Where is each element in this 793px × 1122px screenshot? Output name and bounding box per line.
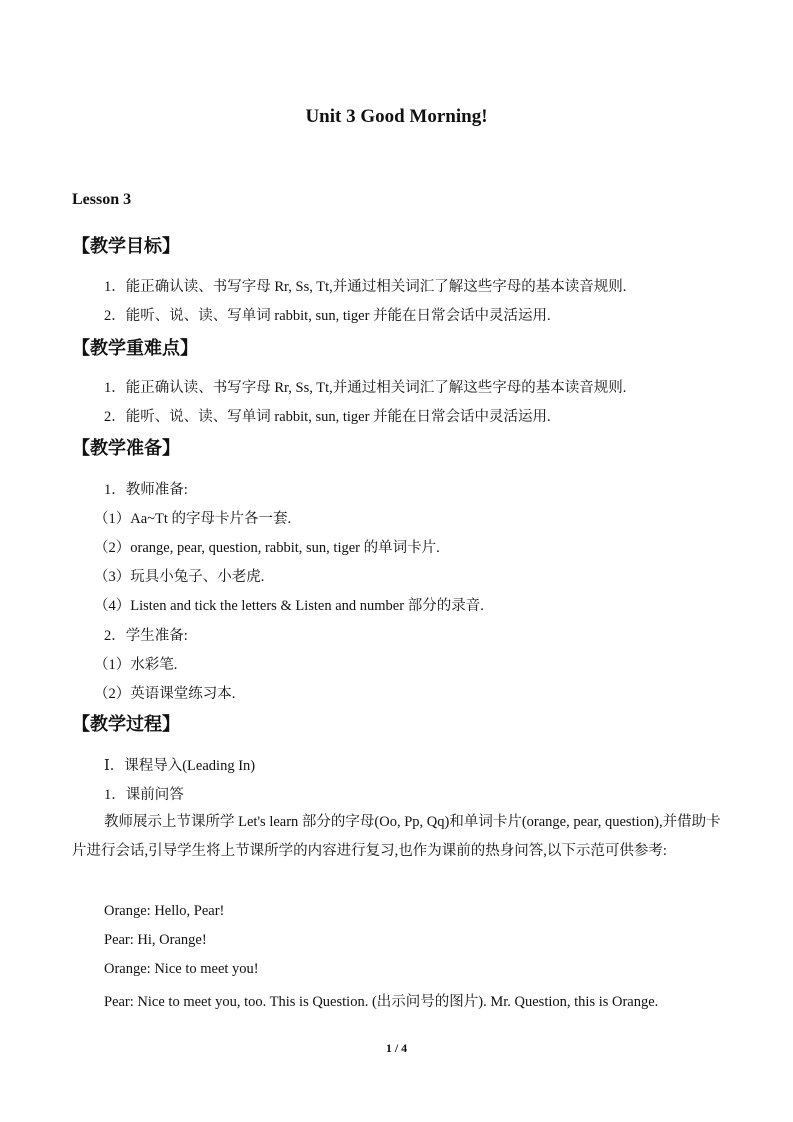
objective-item: 1．能正确认读、书写字母 Rr, Ss, Tt,并通过相关词汇了解这些字母的基本读音规则. xyxy=(104,279,627,295)
teacher-prep-item: （2）orange, pear, question, rabbit, sun, tiger 的单词卡片. xyxy=(94,540,440,556)
section-heading-objectives: 【教学目标】 xyxy=(72,236,180,257)
section-heading-key-points: 【教学重难点】 xyxy=(72,338,198,359)
process-step-heading: Ⅰ．课程导入(Leading In) xyxy=(104,758,256,774)
objective-item: 2．能听、说、读、写单词 rabbit, sun, tiger 并能在日常会话中灵活运用. xyxy=(104,308,551,324)
dialogue-line: Orange: Nice to meet you! xyxy=(104,961,259,977)
teacher-prep-item: （1）Aa~Tt 的字母卡片各一套. xyxy=(94,511,292,527)
process-substep-heading: 1．课前问答 xyxy=(104,787,184,803)
dialogue-line: Pear: Nice to meet you, too. This is Question. (出示问号的图片). Mr. Question, this is Orange. xyxy=(104,994,659,1010)
dialogue-line: Orange: Hello, Pear! xyxy=(104,903,225,919)
section-heading-process: 【教学过程】 xyxy=(72,714,180,735)
dialogue-line: Pear: Hi, Orange! xyxy=(104,932,207,948)
teacher-prep-label: 1．教师准备: xyxy=(104,482,188,498)
key-point-item: 1．能正确认读、书写字母 Rr, Ss, Tt,并通过相关词汇了解这些字母的基本读音规则. xyxy=(104,380,627,396)
teacher-prep-item: （3）玩具小兔子、小老虎. xyxy=(94,569,265,585)
section-heading-preparation: 【教学准备】 xyxy=(72,438,180,459)
teacher-prep-item: （4）Listen and tick the letters & Listen and number 部分的录音. xyxy=(94,598,484,614)
student-prep-item: （1）水彩笔. xyxy=(94,657,178,673)
document-title: Unit 3 Good Morning! xyxy=(305,106,488,127)
student-prep-label: 2．学生准备: xyxy=(104,628,188,644)
lesson-heading: Lesson 3 xyxy=(72,191,132,208)
key-point-item: 2．能听、说、读、写单词 rabbit, sun, tiger 并能在日常会话中灵活运用. xyxy=(104,409,551,425)
process-paragraph: 教师展示上节课所学 Let's learn 部分的字母(Oo, Pp, Qq)和单词卡片(orange, pear, question),并借助卡片进行会话,引导学生将上节课所学的内容进行复习,也作为课前的热身问答,以下示范可供参考: xyxy=(72,814,721,859)
student-prep-item: （2）英语课堂练习本. xyxy=(94,686,236,702)
page-number: 1 / 4 xyxy=(385,1041,408,1055)
